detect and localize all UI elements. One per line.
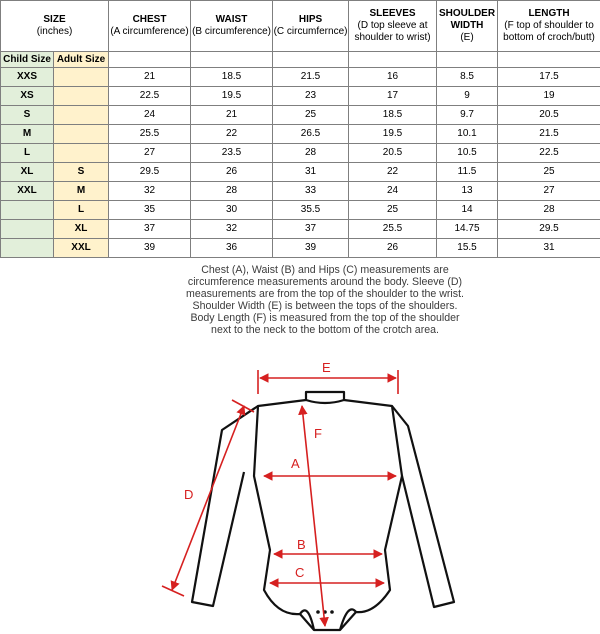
label-a: A xyxy=(291,456,300,471)
sleeves-cell: 22 xyxy=(349,163,437,182)
size-type-row xyxy=(1,52,600,68)
sleeves-cell: 19.5 xyxy=(349,125,437,144)
length-cell: 21.5 xyxy=(498,125,600,144)
adult-size-cell: L xyxy=(54,201,109,220)
length-cell: 20.5 xyxy=(498,106,600,125)
empty-cell xyxy=(273,52,349,68)
label-c: C xyxy=(295,565,305,580)
length-cell: 28 xyxy=(498,201,600,220)
hips-cell: 21.5 xyxy=(273,68,349,87)
snap-dot xyxy=(330,610,334,614)
left-sleeve xyxy=(192,406,258,606)
waist-cell: 21 xyxy=(191,106,273,125)
empty-cell xyxy=(349,52,437,68)
sleeves-cell: 17 xyxy=(349,87,437,106)
table-row xyxy=(1,144,600,163)
table-row xyxy=(1,163,600,182)
empty-cell xyxy=(437,52,498,68)
table-header-row xyxy=(1,1,600,52)
measurement-description: Chest (A), Waist (B) and Hips (C) measurements are circumference measurements around the body. Sleeve (D) measurements are from the top of the shoulder to the wrist. Shoulder Width (E) is between the tops of the shoulders. Body Length (F) is measured from the top of the shoulder next to the neck to the bottom of the crotch area. xyxy=(186,264,464,336)
label-d: D xyxy=(184,487,194,502)
sleeves-cell: 18.5 xyxy=(349,106,437,125)
child-size-cell: L xyxy=(1,144,54,163)
table-row xyxy=(1,68,600,87)
waist-cell: 28 xyxy=(191,182,273,201)
adult-size-cell: XXL xyxy=(54,239,109,258)
hips-cell: 37 xyxy=(273,220,349,239)
child-size-cell xyxy=(1,239,54,258)
child-size-cell xyxy=(1,220,54,239)
length-cell: 19 xyxy=(498,87,600,106)
shoulder-width-header-title: SHOULDER WIDTH xyxy=(438,8,496,31)
size-header xyxy=(1,1,109,52)
adult-size-cell xyxy=(54,144,109,163)
size-chart-table xyxy=(0,0,600,258)
shoulder-width-cell: 15.5 xyxy=(437,239,498,258)
chest-cell: 32 xyxy=(109,182,191,201)
hips-cell: 23 xyxy=(273,87,349,106)
torso xyxy=(254,392,402,630)
waist-cell: 36 xyxy=(191,239,273,258)
waist-cell: 18.5 xyxy=(191,68,273,87)
length-cell: 25 xyxy=(498,163,600,182)
table-row xyxy=(1,87,600,106)
measurement-lines xyxy=(162,370,398,626)
sleeves-header xyxy=(349,1,437,52)
hips-cell: 28 xyxy=(273,144,349,163)
right-sleeve xyxy=(392,406,454,607)
table-row xyxy=(1,125,600,144)
table-row xyxy=(1,182,600,201)
length-cell: 27 xyxy=(498,182,600,201)
bodysuit-outline xyxy=(192,392,454,630)
sleeves-cell: 25 xyxy=(349,201,437,220)
length-cell: 22.5 xyxy=(498,144,600,163)
child-size-cell xyxy=(1,201,54,220)
adult-size-cell xyxy=(54,68,109,87)
length-cell: 31 xyxy=(498,239,600,258)
adult-size-cell xyxy=(54,87,109,106)
child-size-cell: M xyxy=(1,125,54,144)
shoulder-width-cell: 9.7 xyxy=(437,106,498,125)
table-row xyxy=(1,106,600,125)
child-size-label: Child Size xyxy=(1,52,54,68)
hips-cell: 26.5 xyxy=(273,125,349,144)
shoulder-width-cell: 14 xyxy=(437,201,498,220)
length-cell: 17.5 xyxy=(498,68,600,87)
chest-cell: 35 xyxy=(109,201,191,220)
chest-cell: 21 xyxy=(109,68,191,87)
chest-header xyxy=(109,1,191,52)
chest-header-title: CHEST xyxy=(132,14,167,25)
hips-cell: 39 xyxy=(273,239,349,258)
label-b: B xyxy=(297,537,306,552)
shoulder-width-header xyxy=(437,1,498,52)
waist-cell: 22 xyxy=(191,125,273,144)
length-header-title: LENGTH xyxy=(528,8,570,19)
table-row xyxy=(1,220,600,239)
chest-cell: 22.5 xyxy=(109,87,191,106)
hips-header xyxy=(273,1,349,52)
size-header-title: SIZE xyxy=(43,14,66,25)
waist-header-title: WAIST xyxy=(215,14,248,25)
hips-cell: 35.5 xyxy=(273,201,349,220)
sleeves-cell: 20.5 xyxy=(349,144,437,163)
bodysuit-measurement-diagram xyxy=(0,354,600,634)
adult-size-cell xyxy=(54,106,109,125)
snap-buttons xyxy=(316,610,334,614)
chest-cell: 27 xyxy=(109,144,191,163)
chest-cell: 24 xyxy=(109,106,191,125)
shoulder-width-cell: 13 xyxy=(437,182,498,201)
hips-header-title: HIPS xyxy=(298,14,323,25)
table-row xyxy=(1,201,600,220)
sleeves-cell: 24 xyxy=(349,182,437,201)
snap-dot xyxy=(316,610,320,614)
shoulder-width-cell: 9 xyxy=(437,87,498,106)
shoulder-width-cell: 14.75 xyxy=(437,220,498,239)
waist-cell: 32 xyxy=(191,220,273,239)
adult-size-cell: M xyxy=(54,182,109,201)
chest-cell: 25.5 xyxy=(109,125,191,144)
child-size-cell: XXL xyxy=(1,182,54,201)
adult-size-label: Adult Size xyxy=(54,52,109,68)
chest-cell: 37 xyxy=(109,220,191,239)
child-size-cell: XXS xyxy=(1,68,54,87)
waist-header-sub: (B circumference) xyxy=(192,26,271,37)
shoulder-width-cell: 8.5 xyxy=(437,68,498,87)
hips-cell: 33 xyxy=(273,182,349,201)
label-f: F xyxy=(314,426,322,441)
length-cell: 29.5 xyxy=(498,220,600,239)
waist-cell: 30 xyxy=(191,201,273,220)
sleeves-cell: 16 xyxy=(349,68,437,87)
child-size-cell: XS xyxy=(1,87,54,106)
neck-collar xyxy=(306,400,344,403)
sleeve-line xyxy=(172,406,244,590)
adult-size-cell: XL xyxy=(54,220,109,239)
size-header-sub: (inches) xyxy=(36,26,73,37)
sleeves-header-title: SLEEVES xyxy=(369,8,416,19)
empty-cell xyxy=(109,52,191,68)
chest-header-sub: (A circumference) xyxy=(110,26,189,37)
waist-cell: 26 xyxy=(191,163,273,182)
sleeves-header-sub: (D top sleeve at shoulder to wrist) xyxy=(354,20,431,43)
empty-cell xyxy=(498,52,600,68)
adult-size-cell xyxy=(54,125,109,144)
table-row xyxy=(1,239,600,258)
child-size-cell: XL xyxy=(1,163,54,182)
empty-cell xyxy=(191,52,273,68)
sleeves-cell: 26 xyxy=(349,239,437,258)
hips-cell: 25 xyxy=(273,106,349,125)
length-header xyxy=(498,1,600,52)
hips-header-sub: (C circumfernce) xyxy=(273,26,348,37)
shoulder-width-cell: 10.5 xyxy=(437,144,498,163)
waist-cell: 19.5 xyxy=(191,87,273,106)
hips-cell: 31 xyxy=(273,163,349,182)
chest-cell: 39 xyxy=(109,239,191,258)
shoulder-width-header-sub: (E) xyxy=(460,32,474,43)
chest-cell: 29.5 xyxy=(109,163,191,182)
waist-header xyxy=(191,1,273,52)
adult-size-cell: S xyxy=(54,163,109,182)
sleeves-cell: 25.5 xyxy=(349,220,437,239)
shoulder-width-cell: 11.5 xyxy=(437,163,498,182)
waist-cell: 23.5 xyxy=(191,144,273,163)
shoulder-width-cell: 10.1 xyxy=(437,125,498,144)
label-e: E xyxy=(322,360,331,375)
child-size-cell: S xyxy=(1,106,54,125)
length-header-sub: (F top of shoulder to bottom of croch/butt) xyxy=(503,20,595,43)
